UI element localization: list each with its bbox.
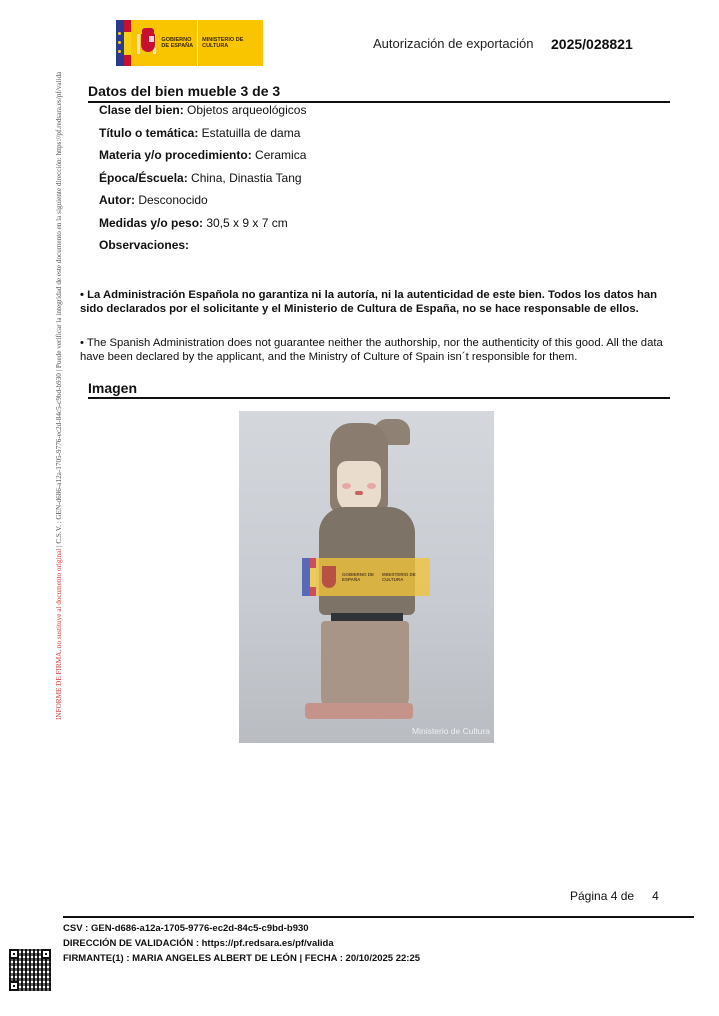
field-observaciones: Observaciones: — [99, 238, 190, 252]
disclaimer-english: • The Spanish Administration does not guarantee neither the authorship, nor the authenticity of this good. All the data have been declared by the applicant, and the Ministry of Culture of Spain isn´t responsible for them. — [80, 337, 663, 363]
footer-csv: CSV : GEN-d686-a12a-1705-9776-ec2d-84c5-c9bd-b930 — [63, 923, 309, 934]
item-fields — [99, 103, 306, 261]
page-number: Página 4 de 4 — [570, 889, 659, 903]
footer-validation-url[interactable]: DIRECCIÓN DE VALIDACIÓN : https://pf.redsara.es/pf/valida — [63, 938, 334, 949]
footer-divider — [63, 916, 694, 918]
spain-flag-stripe — [124, 20, 131, 66]
vertical-signature-note — [52, 60, 66, 720]
watermark-text: Ministerio de Cultura — [412, 726, 490, 736]
coat-of-arms-icon — [322, 566, 336, 588]
field-epoca: Época/Éscuela: China, Dinastia Tang — [99, 170, 302, 185]
section-divider — [88, 397, 670, 399]
field-clase: Clase del bien: Objetos arqueológicos — [99, 103, 307, 117]
signature-report-notice: INFORME DE FIRMA, no sustituye al documento original — [55, 548, 63, 720]
footer-signer: FIRMANTE(1) : MARIA ANGELES ALBERT DE LEÓN | FECHA : 20/10/2025 22:25 — [63, 953, 421, 964]
field-materia: Materia y/o procedimiento: Ceramica — [99, 148, 307, 162]
field-medidas: Medidas y/o peso: 30,5 x 9 x 7 cm — [99, 215, 288, 230]
section-title-datos: Datos del bien mueble 3 de 3 — [88, 83, 281, 99]
logo-gobierno-text: GOBIERNO DE ESPAÑA — [161, 37, 194, 49]
watermark-logo: GOBIERNO DE ESPAÑA MINISTERIO DE CULTURA — [302, 558, 430, 596]
logo-ministerio-text: MINISTERIO DE CULTURA — [202, 37, 244, 49]
document-type: Autorización de exportación — [373, 36, 534, 51]
eu-stripe — [116, 20, 124, 66]
gobierno-espana-logo — [116, 20, 263, 66]
statuette-photo — [239, 411, 494, 743]
field-autor: Autor: Desconocido — [99, 193, 208, 207]
field-titulo: Título o temática: Estatuilla de dama — [99, 125, 301, 140]
qr-code — [9, 949, 51, 991]
coat-of-arms-icon — [137, 28, 156, 58]
disclaimer-spanish: • La Administración Española no garantiza ni la autoría, ni la autenticidad de este bien. Todos los datos han sido declarados por el solicitante y el Ministerio de Cultura de España, no se hace responsable de ellos. — [80, 289, 658, 315]
csv-verification-note: | C.S.V. : GEN-d686-a12a-1705-9776-ec2d-84c5-c9bd-b930 | Puede verificar la integridad de este documento en la siguiente dirección: https://pf.redsara.es/pf/valida — [55, 71, 63, 549]
document-number: 2025/028821 — [551, 36, 633, 52]
section-title-imagen: Imagen — [88, 380, 138, 396]
